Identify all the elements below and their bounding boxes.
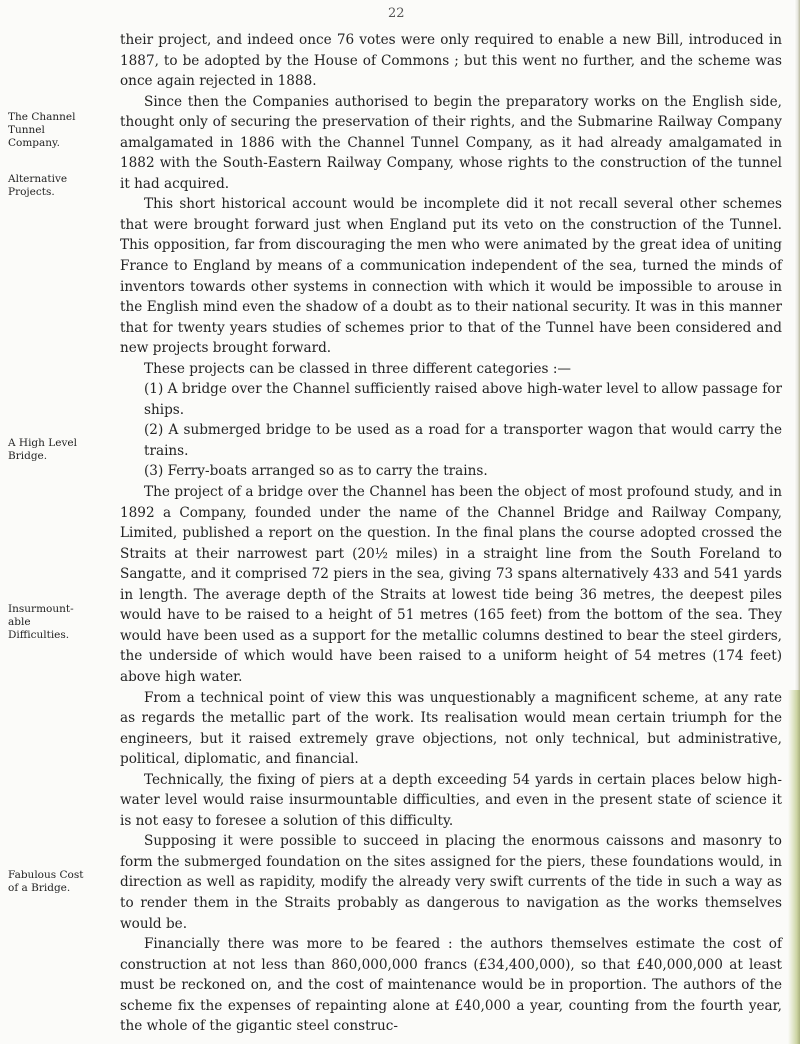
paragraph: These projects can be classed in three different categories :— xyxy=(144,360,572,377)
paragraph: This short historical account would be incomplete did it not recall several other schemes that were brought forward just when England put its veto on the construction of the Tunnel. This opposition, far from discouraging the men who were animated by the great idea of uniting France to England by means of a communication independent of the sea, turned the minds of inventors towards other systems in connection with which it would be impossible to arouse in the English mind even the shadow of a doubt as to their national security. It was in this manner that for twenty years studies of schemes prior to that of the Tunnel have been considered and new projects brought forward. xyxy=(120,196,782,357)
paragraph: The project of a bridge over the Channel has been the object of most profound study, and in 1892 a Company, founded under the name of the Channel Bridge and Railway Company, Limited, published a report on the question. In the final plans the course adopted crossed the Straits at their narrowest part (20½ miles) in a straight line from the South Foreland to Sangatte, and it comprised 72 piers in the sea, giving 73 spans alternatively 433 and 541 yards in length. The average depth of the Straits at lowest tide being 36 metres, the deepest piles would have to be raised to a height of 51 metres (165 feet) from the bottom of the sea. They would have been used as a support for the metallic columns destined to bear the steel girders, the underside of which would have been raised to a uniform height of 54 metres (174 feet) above high water. xyxy=(120,484,782,685)
page-edge-stain xyxy=(788,690,800,1044)
paragraph: Financially there was more to be feared : the authors themselves estimate the cost of construction at not less than 860,000,000 francs (£34,400,000), so that £40,000,000 at least must be reckoned on, and the cost of maintenance would be in proportion. The authors of the scheme fix the expenses of repainting alone at £40,000 a year, counting from the fourth year, the whole of the gigantic steel construc- xyxy=(120,936,782,1035)
main-text xyxy=(120,30,782,1037)
margin-note-alternative-projects: Alternative Projects. xyxy=(8,173,68,198)
category-item: (1) A bridge over the Channel sufficiently raised above high-water level to allow passage for ships. xyxy=(144,381,782,418)
page-number: 22 xyxy=(388,6,405,21)
paragraph: their project, and indeed once 76 votes were only required to enable a new Bill, introduced in 1887, to be adopted by the House of Commons ; but this went no further, and the scheme was once again rejected in 1888. xyxy=(120,32,782,90)
category-item: (2) A submerged bridge to be used as a road for a transporter wagon that would carry the trains. xyxy=(144,422,782,459)
margin-note-insurmountable-difficulties: Insurmount-able Difficulties. xyxy=(8,603,74,641)
category-item: (3) Ferry-boats arranged so as to carry the trains. xyxy=(144,463,488,480)
paragraph: Technically, the fixing of piers at a depth exceeding 54 yards in certain places below high-water level would raise insurmountable difficulties, and even in the present state of science it is not easy to foresee a solution of this difficulty. xyxy=(120,771,782,829)
paragraph: Since then the Companies authorised to begin the preparatory works on the English side, thought only of securing the preservation of their rights, and the Submarine Railway Company amalgamated in 1886 with the Channel Tunnel Company, as it had already amalgamated in 1882 with the South-Eastern Railway Company, whose rights to the construction of the tunnel it had acquired. xyxy=(120,93,782,192)
paragraph: Supposing it were possible to succeed in placing the enormous caissons and masonry to form the submerged foundation on the sites assigned for the piers, these foundations would, in direction as well as rapidity, modify the already very swift currents of the tide in such a way as to render them in the Straits probably as dangerous to navigation as the works themselves would be. xyxy=(120,833,782,932)
margin-note-high-level-bridge: A High Level Bridge. xyxy=(8,437,77,462)
margin-note-channel-tunnel-company: The Channel Tunnel Company. xyxy=(8,111,76,149)
margin-note-fabulous-cost: Fabulous Cost of a Bridge. xyxy=(8,869,84,894)
paragraph: From a technical point of view this was unquestionably a magnificent scheme, at any rate as regards the metallic part of the work. Its realisation would mean certain triumph for the engineers, but it raised extremely grave objections, not only technical, but administrative, political, diplomatic, and financial. xyxy=(120,689,782,768)
